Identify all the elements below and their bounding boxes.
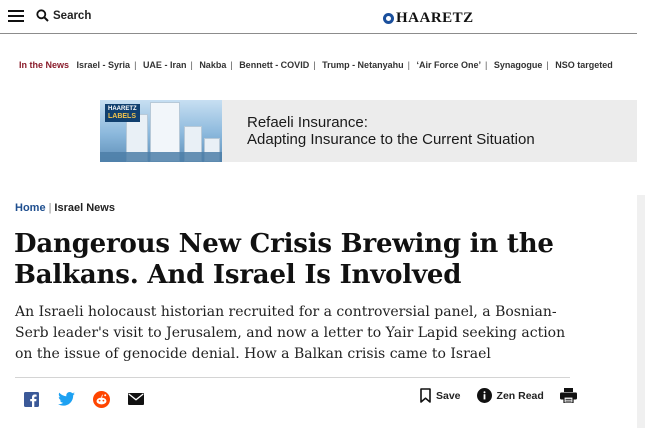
zen-read-label: Zen Read: [496, 389, 544, 402]
print-button[interactable]: [560, 388, 577, 403]
article-tools: [420, 388, 593, 403]
trending-item[interactable]: Trump - Netanyahu: [322, 60, 404, 70]
ad-banner[interactable]: [100, 100, 637, 162]
breadcrumb: [15, 202, 115, 214]
trending-item[interactable]: Synagogue: [493, 60, 543, 70]
trending-topics-bar: In the News Israel - Syria | UAE - Iran | Nakba | Bennett - COVID | Trump - Netanyahu | ‘Air Force One’ | Synagogue | NSO targeted: [19, 60, 613, 70]
article-headline: Dangerous New Crisis Brewing in the Balkans. And Israel Is Involved: [14, 229, 554, 290]
zen-read-button[interactable]: [477, 388, 544, 403]
haaretz-logo[interactable]: [383, 10, 474, 27]
facebook-icon: [24, 392, 39, 407]
trending-item[interactable]: Bennett - COVID: [239, 60, 310, 70]
save-label: Save: [436, 389, 461, 402]
trending-item[interactable]: UAE - Iran: [142, 60, 187, 70]
divider: [15, 377, 570, 378]
info-icon: [477, 388, 492, 403]
print-icon: [560, 388, 577, 403]
twitter-icon: [58, 392, 75, 406]
search-button[interactable]: [36, 9, 91, 22]
facebook-share-button[interactable]: [22, 390, 40, 408]
trending-lead: In the News: [19, 60, 70, 70]
menu-icon[interactable]: [8, 10, 24, 22]
ad-subtitle: Adapting Insurance to the Current Situation: [247, 131, 535, 149]
search-icon: [36, 9, 49, 22]
breadcrumb-home[interactable]: Home: [15, 202, 46, 214]
share-bar: [22, 390, 145, 408]
save-button[interactable]: [420, 388, 461, 403]
email-icon: [128, 393, 144, 405]
top-bar: [0, 0, 637, 34]
logo-text: HAARETZ: [396, 10, 474, 26]
search-label: Search: [53, 9, 92, 22]
breadcrumb-divider: |: [48, 202, 52, 214]
right-edge-shade: [637, 195, 645, 428]
email-share-button[interactable]: [127, 390, 145, 408]
ad-text: [222, 100, 535, 162]
trending-item[interactable]: Israel - Syria: [76, 60, 131, 70]
bookmark-icon: [420, 388, 431, 403]
reddit-icon: [93, 391, 110, 408]
ad-badge-label: LABELS: [108, 112, 136, 120]
twitter-share-button[interactable]: [57, 390, 75, 408]
article-subheadline: An Israeli holocaust historian recruited for a controversial panel, a Bosnian-Serb leader's visit to Jerusalem, and now a letter to Yair Lapid seeking action on the issue of genocide denial. How a Balkan crisis came to Israel: [15, 304, 566, 362]
ad-title: Refaeli Insurance:: [247, 114, 368, 131]
trending-item[interactable]: ‘Air Force One’: [416, 60, 481, 70]
trending-item[interactable]: NSO targeted: [555, 60, 613, 70]
haaretz-logo-icon: [383, 13, 394, 24]
ad-badge: [105, 104, 140, 122]
trending-item[interactable]: Nakba: [199, 60, 227, 70]
breadcrumb-section[interactable]: Israel News: [54, 202, 115, 214]
reddit-share-button[interactable]: [92, 390, 110, 408]
ad-image: [100, 100, 222, 162]
ad-badge-brand: HAARETZ: [108, 106, 137, 112]
